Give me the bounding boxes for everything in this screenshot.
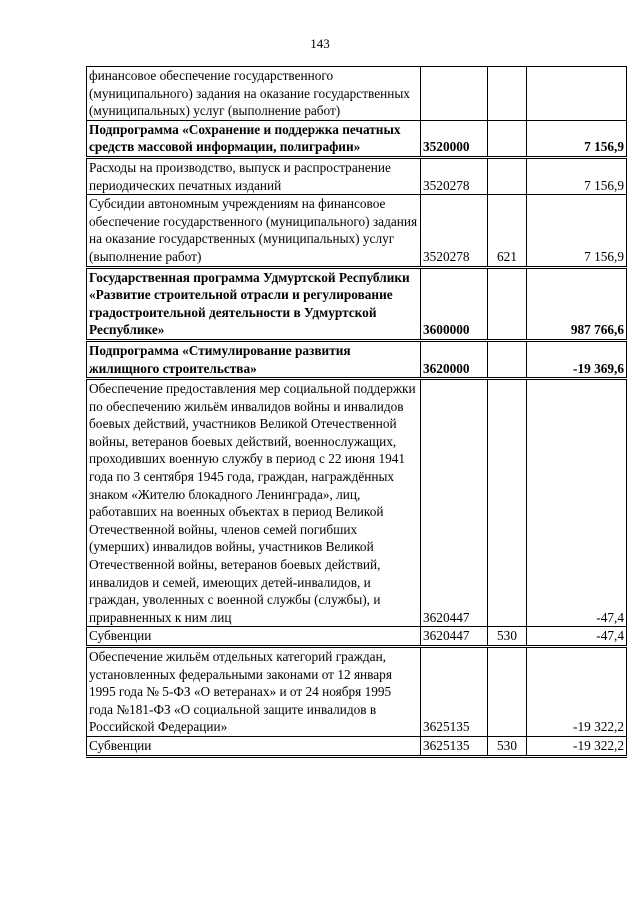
- row-expense-type: [488, 379, 527, 627]
- table-row-subprogram: [87, 340, 627, 378]
- table-row: [87, 157, 627, 194]
- row-code: 3600000: [421, 267, 488, 340]
- row-sum: -19 322,2: [527, 647, 627, 737]
- row-code: 3625135: [421, 736, 488, 756]
- row-code: 3620447: [421, 627, 488, 647]
- row-code: 3520000: [421, 120, 488, 157]
- row-code: 3625135: [421, 647, 488, 737]
- row-name: Обеспечение предоставления мер социальной поддержки по обеспечению жильём инвалидов войны и инвалидов боевых действий, участников Великой Отечественной войны, ветеранов боевых действий, военнослужащих, проходивших военную службу в период с 22 июня 1941 года по 3 сентября 1945 года, граждан, награждённых знаком «Жителю блокадного Ленинграда», лиц, работавших на военных объектах в период Великой Отечественной войны, членов семей погибших (умерших) инвалидов войны, участников Великой Отечественной войны, ветеранов боевых действий, инвалидов и семей, имеющих детей-инвалидов, и граждан, уволенных с военной службы (службы), и приравненных к ним лиц: [87, 379, 421, 627]
- row-sum: 7 156,9: [527, 195, 627, 267]
- table-row: [87, 67, 627, 121]
- table-row: [87, 195, 627, 267]
- row-name: финансовое обеспечение государственного (муниципального) задания на оказание государственных (муниципальных) услуг (выполнение работ): [87, 67, 421, 121]
- row-sum: 987 766,6: [527, 267, 627, 340]
- budget-table: [86, 66, 627, 758]
- row-name: Подпрограмма «Стимулирование развития жилищного строительства»: [87, 340, 421, 378]
- table-row: [87, 627, 627, 647]
- row-expense-type: [488, 267, 527, 340]
- row-expense-type: [488, 120, 527, 157]
- row-expense-type: [488, 67, 527, 121]
- row-code: [421, 67, 488, 121]
- row-sum: -47,4: [527, 379, 627, 627]
- row-expense-type: 530: [488, 736, 527, 756]
- table-row: [87, 379, 627, 627]
- row-sum: 7 156,9: [527, 157, 627, 194]
- row-code: 3520278: [421, 195, 488, 267]
- row-sum: -19 369,6: [527, 340, 627, 378]
- row-sum: -47,4: [527, 627, 627, 647]
- table-row: [87, 736, 627, 756]
- row-sum: 7 156,9: [527, 120, 627, 157]
- row-expense-type: [488, 340, 527, 378]
- row-name: Субвенции: [87, 736, 421, 756]
- row-expense-type: 530: [488, 627, 527, 647]
- row-name: Подпрограмма «Сохранение и поддержка печатных средств массовой информации, полиграфии»: [87, 120, 421, 157]
- row-expense-type: [488, 157, 527, 194]
- table-row-subprogram: [87, 120, 627, 157]
- row-sum: [527, 67, 627, 121]
- row-name: Субвенции: [87, 627, 421, 647]
- row-expense-type: 621: [488, 195, 527, 267]
- row-name: Субсидии автономным учреждениям на финансовое обеспечение государственного (муниципального) задания на оказание государственных (муниципальных) услуг (выполнение работ): [87, 195, 421, 267]
- row-name: Государственная программа Удмуртской Республики «Развитие строительной отрасли и регулирование градостроительной деятельности в Удмуртской Республике»: [87, 267, 421, 340]
- row-name: Расходы на производство, выпуск и распространение периодических печатных изданий: [87, 157, 421, 194]
- row-code: 3620447: [421, 379, 488, 627]
- row-sum: -19 322,2: [527, 736, 627, 756]
- table-row-program: [87, 267, 627, 340]
- row-expense-type: [488, 647, 527, 737]
- row-code: 3520278: [421, 157, 488, 194]
- table-row: [87, 647, 627, 737]
- page-number: 143: [310, 36, 330, 51]
- row-code: 3620000: [421, 340, 488, 378]
- row-name: Обеспечение жильём отдельных категорий граждан, установленных федеральными законами от 12 января 1995 года № 5-ФЗ «О ветеранах» и от 24 ноября 1995 года №181-ФЗ «О социальной защите инвалидов в Российской Федерации»: [87, 647, 421, 737]
